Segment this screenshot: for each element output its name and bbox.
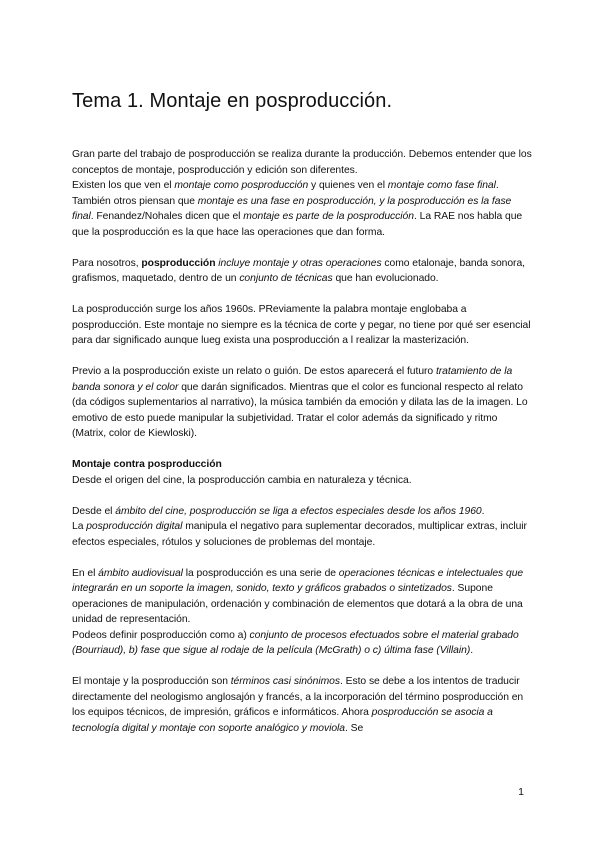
paragraph-definitions — [72, 147, 532, 240]
text-run: La — [72, 521, 87, 532]
emphasis-text: posproducción digital — [86, 521, 183, 532]
emphasis-text: conjunto de técnicas — [239, 273, 333, 284]
emphasis-text: posproducción se asocia a tecnología digital y montaje con soporte analógico y moviola — [72, 707, 493, 734]
text-run: . — [481, 505, 485, 517]
bold-text: posproducción — [141, 257, 216, 269]
text-run: . La RAE nos habla que que la posproducción es la que hace las operaciones que dan forma. — [72, 211, 523, 238]
document-body — [72, 147, 532, 736]
text-run: y quienes ven el — [308, 180, 388, 191]
text-run: El montaje y la posproducción son — [72, 676, 231, 687]
paragraph-script-color-music — [72, 364, 532, 442]
text-run: manipula el negativo para suplementar decorados, multiplicar extras, incluir efectos especiales, rótulos y soluciones de problemas del montaje. — [72, 521, 527, 548]
emphasis-text: incluye montaje y otras operaciones — [218, 257, 382, 269]
text-run: como etalonaje, banda sonora, grafismos, maquetado, dentro de un — [72, 257, 525, 284]
text-run: Previo a la posproducción existe un relato o guión. De estos aparecerá el futuro — [72, 366, 436, 377]
text-run: Para nosotros, — [72, 257, 142, 269]
emphasis-text: conjunto de procesos efectuados sobre el material grabado (Bourriaud), b) fase que sigue al rodaje de la película (McGrath) o c) última fase (Villain) — [72, 629, 519, 656]
paragraph-synonyms — [72, 674, 532, 736]
page-number: 1 — [518, 786, 524, 798]
emphasis-text: montaje es una fase en posproducción, y la posproducción es la fase final — [72, 195, 512, 222]
text-run: . También otros piensan que — [72, 180, 499, 207]
text-run: Desde el — [72, 505, 116, 517]
emphasis-text: montaje como fase final — [387, 180, 496, 191]
text-run: En el — [72, 567, 99, 579]
emphasis-text: ámbito del cine, posproducción se liga a efectos especiales desde los años 1960 — [115, 505, 482, 517]
text-run: . Esto se debe a los intentos de traducir directamente del neologismo anglosajón y francés, a la incorporación del término posproducción en los equipos técnicos, de impresión, gráficos e informáticos. Ahora — [72, 676, 524, 718]
text-run: . Supone operaciones de manipulación, ordenación y combinación de elementos que dotará a la obra de una unidad de representación. — [72, 583, 523, 625]
paragraph-our-definition — [72, 256, 532, 287]
text-run: . — [470, 645, 474, 656]
text-run: la posproducción es una serie de — [182, 567, 339, 579]
emphasis-text: ámbito audiovisual — [98, 567, 183, 579]
emphasis-text: montaje como posproducción — [174, 180, 309, 191]
bold-text: Montaje contra posproducción — [72, 459, 222, 470]
emphasis-text: montaje es parte de la posproducción — [243, 211, 414, 222]
paragraph-history — [72, 302, 532, 349]
text-run: . Fenandez/Nohales dicen que el — [90, 211, 244, 222]
text-run: que han evolucionado. — [332, 273, 439, 284]
paragraph-audiovisual-field — [72, 566, 532, 659]
section-montaje-contra-posproduccion — [72, 457, 532, 488]
emphasis-text: tratamiento de la banda sonora y el color — [72, 366, 513, 393]
text-run: Existen los que ven el — [72, 180, 175, 191]
emphasis-text: términos casi sinónimos — [230, 676, 340, 687]
text-run: La posproducción surge los años 1960s. PReviamente la palabra montaje englobaba a posproducción. Este montaje no siempre es la técnica de corte y pegar, no tiene por qué ser esencial para dar significado aunque lueg exista una posproducción a l realizar la masterización. — [72, 304, 531, 346]
emphasis-text: operaciones técnicas e intelectuales que integrarán en un soporte la imagen, sonido, texto y gráficos grabados o sintetizados — [72, 567, 524, 594]
text-run: Desde el origen del cine, la posproducción cambia en naturaleza y técnica. — [72, 474, 412, 486]
page-title: Tema 1. Montaje en posproducción. — [72, 90, 393, 112]
text-run: Gran parte del trabajo de posproducción se realiza durante la producción. Debemos entender que los conceptos de montaje, posproducción y edición son diferentes. — [72, 149, 532, 176]
text-run: Podeos definir posproducción como a) — [72, 629, 250, 641]
text-run: que darán significados. Mientras que el color es funcional respecto al relato (da códigos suplementarios al narrativo), la música también da emoción y dilata las de la imagen. Lo emotivo de esto puede manipular la subjetividad. Tratar el color además da significado y ritmo (Matrix, color de Kiewloski). — [72, 381, 528, 439]
paragraph-cinema-field — [72, 504, 532, 551]
text-run: . Se — [345, 722, 364, 734]
